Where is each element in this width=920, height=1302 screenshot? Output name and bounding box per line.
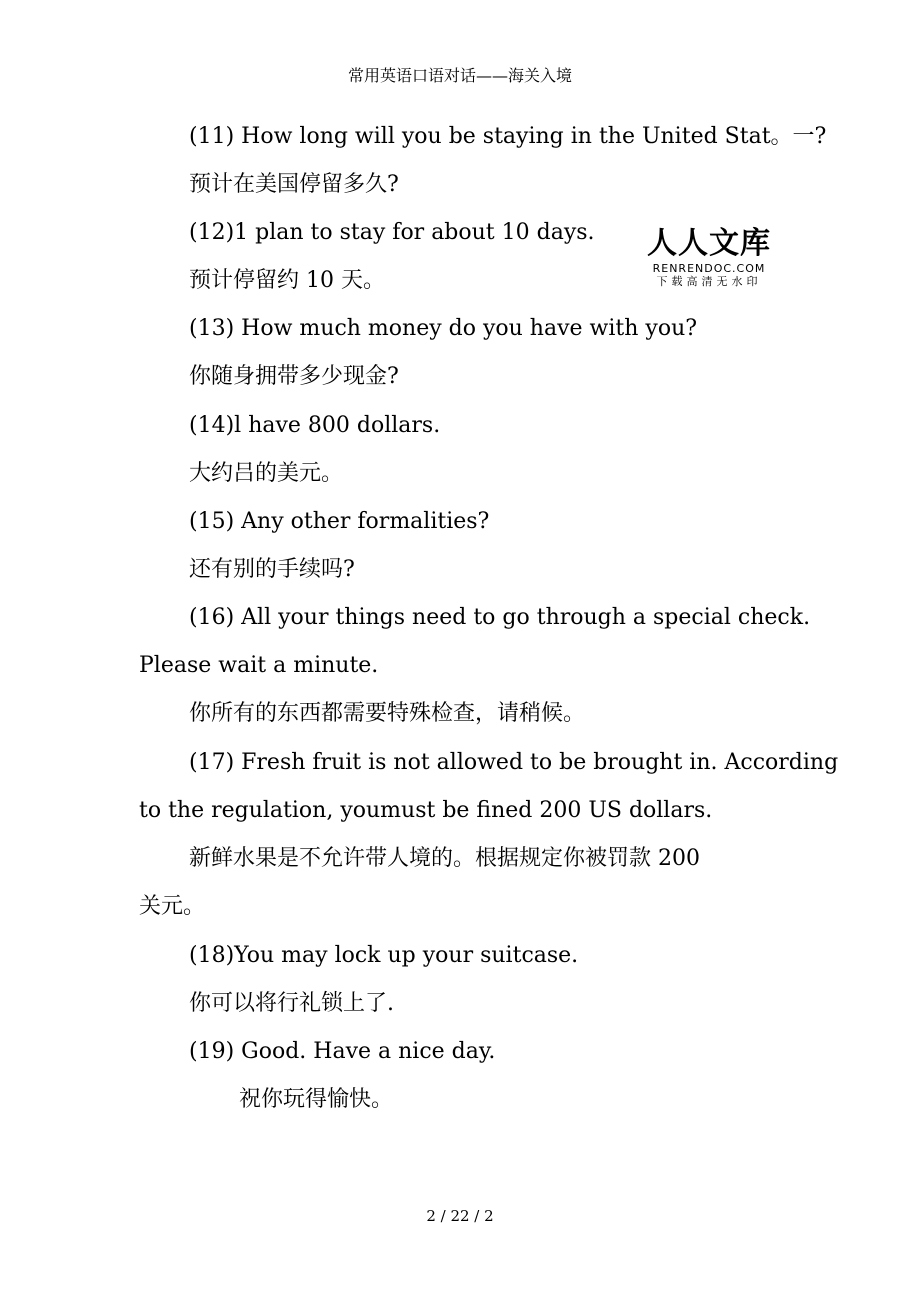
line-16-en-cont: Please wait a minute. xyxy=(139,653,379,678)
watermark-subtitle: 下载高清无水印 xyxy=(656,275,762,288)
line-16-zh: 你所有的东西都需要特殊检查，请稍候。 xyxy=(189,701,586,726)
line-17-zh-cont: 关元。 xyxy=(139,894,206,919)
line-11-en: (11) How long will you be staying in the United Stat。一? xyxy=(189,124,827,149)
page-header: 常用英语口语对话——海关入境 xyxy=(347,66,572,85)
page-number: 2 / 22 / 2 xyxy=(426,1207,494,1225)
line-17-en-cont: to the regulation, youmust be fined 200 US dollars. xyxy=(139,798,713,823)
line-13-en: (13) How much money do you have with you? xyxy=(189,316,698,341)
line-14-zh: 大约吕的美元。 xyxy=(189,461,344,486)
line-15-zh: 还有别的手续吗? xyxy=(189,557,355,582)
line-19-zh: 祝你玩得愉快。 xyxy=(239,1087,394,1112)
watermark-title: 人人文库 xyxy=(647,226,771,261)
line-17-zh: 新鲜水果是不允许带人境的。根据规定你被罚款 200 xyxy=(189,846,700,871)
line-13-zh: 你随身拥带多少现金? xyxy=(189,364,399,389)
watermark-url: RENRENDOC.COM xyxy=(652,262,766,275)
line-15-en: (15) Any other formalities? xyxy=(189,509,490,534)
line-18-zh: 你可以将行礼锁上了. xyxy=(189,991,394,1016)
line-14-en: (14)l have 800 dollars. xyxy=(189,413,441,438)
line-16-en: (16) All your things need to go through a special check. xyxy=(189,605,811,630)
watermark-logo xyxy=(642,226,776,289)
line-19-en: (19) Good. Have a nice day. xyxy=(189,1039,496,1064)
line-11-zh: 预计在美国停留多久? xyxy=(189,172,399,197)
line-18-en: (18)You may lock up your suitcase. xyxy=(189,943,579,968)
line-12-en: (12)1 plan to stay for about 10 days. xyxy=(189,220,595,245)
line-12-zh: 预计停留约 10 天。 xyxy=(189,268,385,293)
line-17-en: (17) Fresh fruit is not allowed to be brought in. According xyxy=(189,750,839,775)
